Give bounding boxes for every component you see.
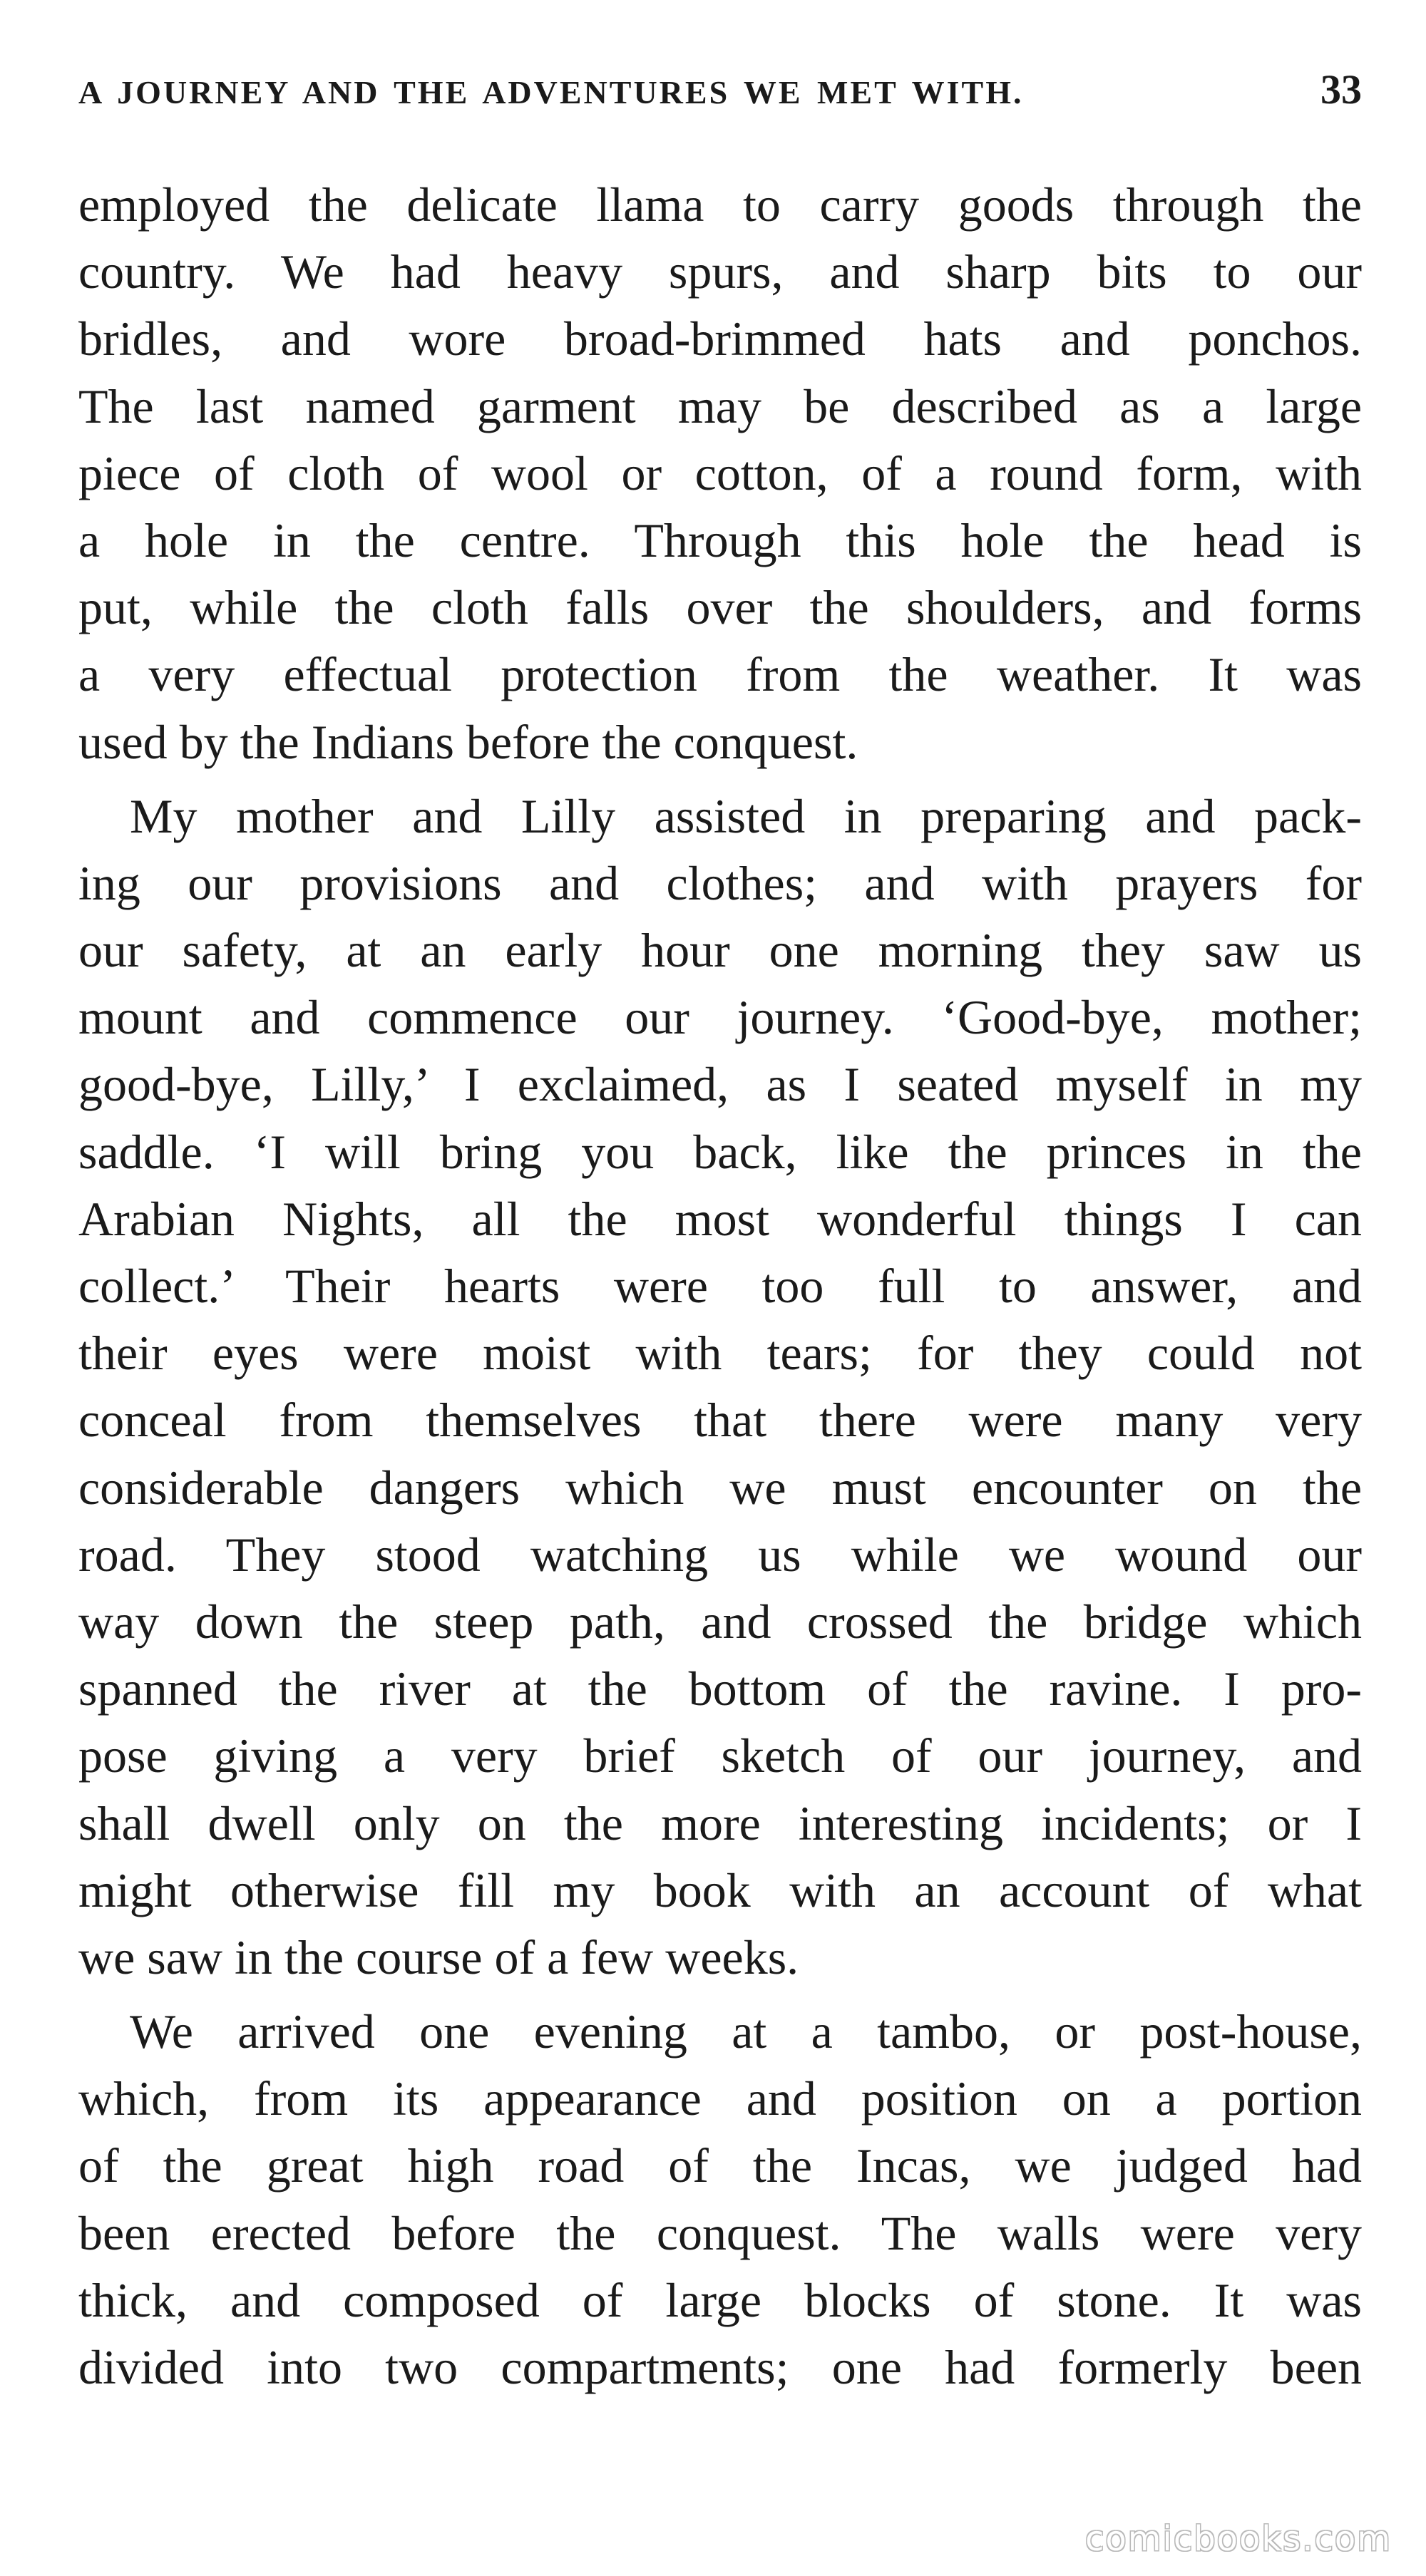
watermark: comicbooks.com xyxy=(1084,2519,1392,2559)
body-text xyxy=(78,171,1362,2401)
text-line: spanned the river at the bottom of the ravine. I pro- xyxy=(78,1661,1362,1716)
text-line: shall dwell only on the more interesting incidents; or I xyxy=(78,1796,1362,1850)
text-line: road. They stood watching us while we wound our xyxy=(78,1527,1362,1582)
text-line: of the great high road of the Incas, we judged had xyxy=(78,2138,1362,2193)
text-line: our safety, at an early hour one morning they saw us xyxy=(78,923,1362,978)
text-line: collect.’ Their hearts were too full to answer, and xyxy=(78,1259,1362,1313)
text-line: a very effectual protection from the weather. It was xyxy=(78,647,1362,702)
text-line: Arabian Nights, all the most wonderful things I can xyxy=(78,1191,1362,1246)
text-line: considerable dangers which we must encounter on the xyxy=(78,1460,1362,1515)
text-line: mount and commence our journey. ‘Good-bye, mother; xyxy=(78,990,1362,1045)
paragraph-start-line: My mother and Lilly assisted in preparing and pack- xyxy=(130,788,1362,843)
text-line: saddle. ‘I will bring you back, like the princes in the xyxy=(78,1124,1362,1179)
text-line: divided into two compartments; one had formerly been xyxy=(78,2340,1362,2394)
text-line: might otherwise fill my book with an account of what xyxy=(78,1863,1362,1917)
text-line: we saw in the course of a few weeks. xyxy=(78,1930,799,1984)
text-line: a hole in the centre. Through this hole the head is xyxy=(78,512,1362,567)
running-title: A JOURNEY AND THE ADVENTURES WE MET WITH. xyxy=(78,74,1024,110)
text-line: put, while the cloth falls over the shoulders, and forms xyxy=(78,580,1362,635)
text-line: piece of cloth of wool or cotton, of a round form, with xyxy=(78,445,1362,500)
text-line: way down the steep path, and crossed the bridge which xyxy=(78,1594,1362,1649)
text-line: employed the delicate llama to carry goods through the xyxy=(78,177,1362,232)
text-line: which, from its appearance and position on a portion xyxy=(78,2071,1362,2126)
page-number: 33 xyxy=(1320,66,1362,113)
text-line: used by the Indians before the conquest. xyxy=(78,714,858,769)
text-line: ing our provisions and clothes; and with prayers for xyxy=(78,855,1362,910)
text-line: The last named garment may be described as a large xyxy=(78,378,1362,433)
text-line: conceal from themselves that there were many very xyxy=(78,1393,1362,1448)
text-line: been erected before the conquest. The walls were very xyxy=(78,2205,1362,2260)
text-line: thick, and composed of large blocks of stone. It was xyxy=(78,2272,1362,2327)
text-line: their eyes were moist with tears; for they could not xyxy=(78,1326,1362,1381)
text-line: country. We had heavy spurs, and sharp bits to our xyxy=(78,244,1362,299)
paragraph-start-line: We arrived one evening at a tambo, or post-house, xyxy=(130,2004,1362,2059)
text-line: good-bye, Lilly,’ I exclaimed, as I seated myself in my xyxy=(78,1057,1362,1112)
running-head xyxy=(78,66,1362,123)
text-line: pose giving a very brief sketch of our journey, and xyxy=(78,1729,1362,1783)
text-line: bridles, and wore broad-brimmed hats and ponchos. xyxy=(78,311,1362,366)
